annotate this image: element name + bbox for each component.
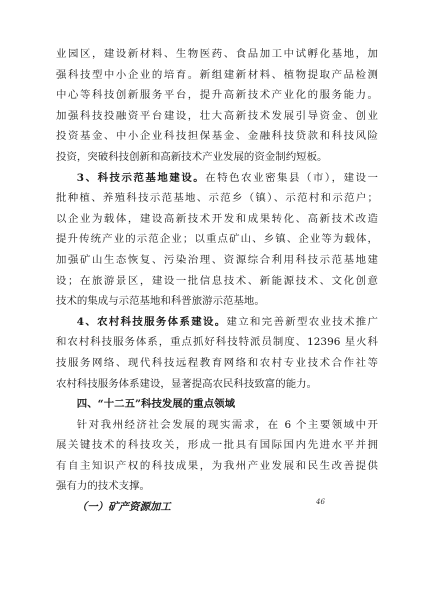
item-4-first-line [56, 312, 378, 333]
section-heading: 四、“十二五”科技发展的重点领域 [76, 398, 236, 411]
section-line: 有自主知识产权的科技成果，为我州产业发展和民生改善提供 [56, 459, 378, 472]
item-4-line: 技服务网络、现代科技远程教育网络和农村专业技术合作社等 [56, 356, 378, 369]
paragraph-line: 投资，突破科技创新和高新技术产业发展的资金制约短板。 [56, 150, 328, 163]
item-4-title: 4、农村科技服务体系建设。 [76, 315, 227, 328]
item-3-first-line [56, 168, 378, 189]
section-line: 展关键技术的科技攻关，形成一批具有国际国内先进水平并拥 [56, 439, 378, 452]
item-3-line: 设；在旅游景区，建设一批信息技术、新能源技术、文化创意 [56, 274, 378, 287]
subsection-heading: （一）矿产资源加工 [76, 501, 171, 514]
paragraph-line: 强科技型中小企业的培育。新组建新材料、植物提取产品检测 [56, 68, 378, 81]
paragraph-line: 中心等科技创新服务平台，提升高新技术产业化的服务能力。 [56, 89, 378, 102]
item-3-line: 批种植、养殖科技示范基地、示范乡（镇）、示范村和示范户； [56, 192, 378, 205]
paragraph-line: 业园区，建设新材料、生物医药、食品加工中试孵化基地，加 [56, 48, 378, 60]
item-4-text: 建立和完善新型农业技术推广 [226, 315, 378, 328]
item-3-line: 以企业为载体，建设高新技术开发和成果转化、高新技术改造 [56, 212, 378, 225]
section-line: 针对我州经济社会发展的现实需求，在 6 个主要领域中开 [76, 418, 378, 431]
paragraph-line: 投资基金、中小企业科技担保基金、金融科技贷款和科技风险 [56, 130, 378, 143]
item-3-title: 3、科技示范基地建设。 [76, 171, 206, 184]
item-3-text: 在特色农业密集县（市），建设一 [205, 171, 378, 184]
item-3-line: 提升传统产业的示范企业；以重点矿山、乡镇、企业等为载体， [56, 233, 378, 246]
section-line: 强有力的技术支撑。 [56, 480, 150, 493]
item-3-line: 加强矿山生态恢复、污染治理、资源综合利用科技示范基地建 [56, 253, 378, 266]
item-4-line: 和农村科技服务体系，重点抓好科技特派员制度、12396 星火科 [56, 336, 378, 349]
item-4-line: 农村科技服务体系建设，显著提高农民科技致富的能力。 [56, 377, 318, 390]
document-body [56, 44, 378, 518]
item-3-line: 技术的集成与示范基地和科普旅游示范基地。 [56, 295, 265, 308]
paragraph-line: 加强科技投融资平台建设，壮大高新技术发展引导资金、创业 [56, 109, 378, 122]
page-number: 46 [316, 498, 325, 506]
